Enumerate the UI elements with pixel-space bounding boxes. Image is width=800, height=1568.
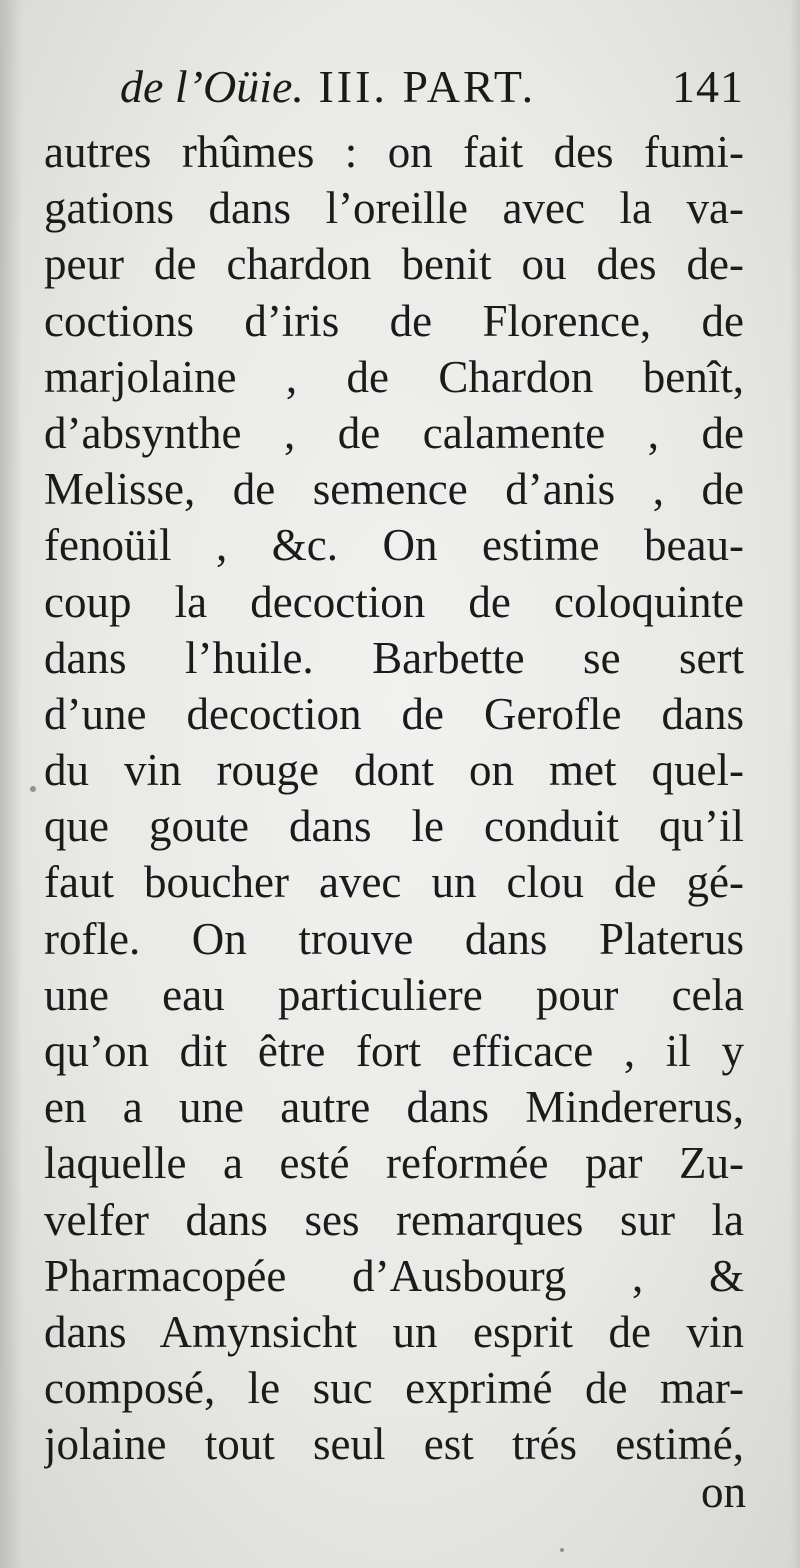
text-line: gations dans l’oreille avec la va-	[44, 183, 744, 234]
ink-speck	[30, 786, 36, 792]
page-shadow-right	[790, 0, 800, 1568]
text-line: d’absynthe , de calamente , de	[44, 407, 744, 458]
page-number: 141	[672, 61, 744, 112]
text-line: d’une decoction de Gerofle dans	[44, 688, 744, 739]
text-line: faut boucher avec un clou de gé-	[44, 857, 744, 908]
text-line: peur de chardon benit ou des de-	[44, 239, 744, 290]
text-line: qu’on dit être fort efficace , il y	[44, 1026, 744, 1076]
text-line: une eau particuliere pour cela	[44, 969, 744, 1020]
text-line: composé, le suc exprimé de mar-	[44, 1363, 744, 1414]
running-head	[120, 54, 536, 120]
running-head-title: de l’Oüie.	[120, 61, 304, 112]
text-line: coctions d’iris de Florence, de	[44, 295, 744, 346]
text-line: fenoüil , &c. On estime beau-	[44, 520, 744, 571]
text-line: autres rhûmes : on fait des fumi-	[44, 127, 744, 177]
body-text	[44, 124, 744, 1473]
text-line: jolaine tout seul est trés estimé,	[44, 1419, 744, 1470]
text-line: Pharmacopée d’Ausbourg , &	[44, 1250, 744, 1301]
text-line: que goute dans le conduit qu’il	[44, 801, 744, 852]
text-line: coup la decoction de coloquinte	[44, 576, 744, 627]
text-line: en a une autre dans Mindererus,	[44, 1082, 744, 1133]
text-line: Melisse, de semence d’anis , de	[44, 464, 744, 515]
text-line: velfer dans ses remarques sur la	[44, 1194, 744, 1245]
text-line: du vin rouge dont on met quel-	[44, 745, 744, 796]
catchword: on	[701, 1467, 746, 1517]
text-line: dans Amynsicht un esprit de vin	[44, 1306, 744, 1357]
page-header	[120, 54, 744, 120]
text-line: dans l’huile. Barbette se sert	[44, 632, 744, 683]
ink-speck	[560, 1548, 564, 1552]
text-line: marjolaine , de Chardon benît,	[44, 351, 744, 402]
text-line: laquelle a esté reformée par Zu-	[44, 1138, 744, 1189]
text-line: rofle. On trouve dans Platerus	[44, 913, 744, 964]
running-head-part: III. PART.	[303, 61, 537, 112]
page-shadow-left	[0, 0, 22, 1568]
